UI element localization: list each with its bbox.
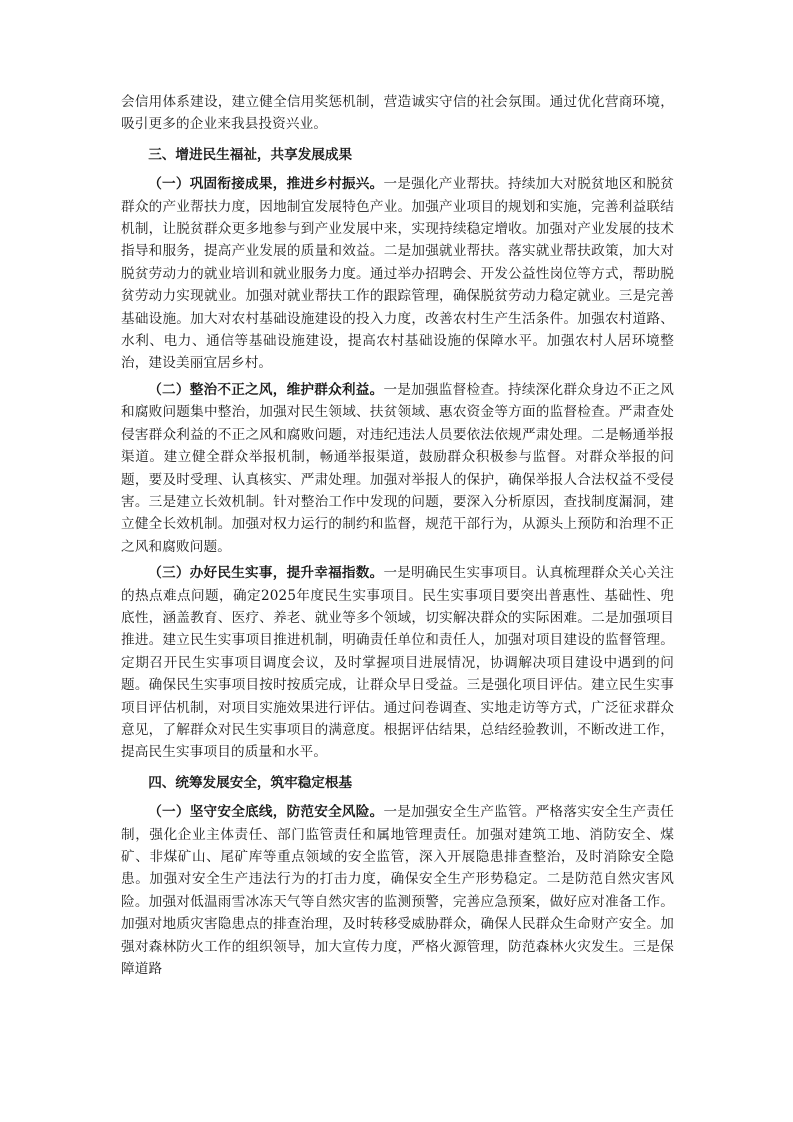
paragraph-lead: （一）坚守安全底线，防范安全风险。 [148, 804, 384, 821]
paragraph-body: 一是强化产业帮扶。持续加大对脱贫地区和脱贫群众的产业帮扶力度，因地制宜发展特色产业。加强产业项目的规划和实施，完善利益联结机制，让脱贫群众更多地参与到产业发展中来，实现持续稳定增收。加强对产业发展的技术指导和服务，提高产业发展的质量和效益。二是加强就业帮扶。落实就业帮扶政策，加大对脱贫劳动力的就业培训和就业服务力度。通过举办招聘会、开发公益性岗位等方式，帮助脱贫劳动力实现就业。加强对就业帮扶工作的跟踪管理，确保脱贫劳动力稳定就业。三是完善基础设施。加大对农村基础设施建设的投入力度，改善农村生产生活条件。加强农村道路、水利、电力、通信等基础设施建设，提高农村基础设施的保障水平。加强农村人居环境整治，建设美丽宜居乡村。 [121, 176, 674, 372]
section-3-paragraph-1 [121, 173, 674, 375]
section-4-heading: 四、统筹发展安全，筑牢稳定根基 [148, 774, 353, 791]
section-3-paragraph-2 [121, 379, 674, 558]
document-page [121, 91, 674, 980]
paragraph-lead: （一）巩固衔接成果，推进乡村振兴。 [148, 176, 384, 193]
paragraph-body: 一是明确民生实事项目。认真梳理群众关心关注的热点难点问题，确定2025年度民生实事项目。民生实事项目要突出普惠性、基础性、兜底性，涵盖教育、医疗、养老、就业等多个领域，切实解决群众的实际困难。二是加强项目推进。建立民生实事项目推进机制，明确责任单位和责任人，加强对项目建设的监督管理。定期召开民生实事项目调度会议，及时掌握项目进展情况，协调解决项目建设中遇到的问题。确保民生实事项目按时按质完成，让群众早日受益。三是强化项目评估。建立民生实事项目评估机制，对项目实施效果进行评估。通过问卷调查、实地走访等方式，广泛征求群众意见，了解群众对民生实事项目的满意度。根据评估结果，总结经验教训，不断改进工作，提高民生实事项目的质量和水平。 [121, 565, 674, 761]
section-3-paragraph-3 [121, 562, 674, 764]
paragraph-body: 一是加强监督检查。持续深化群众身边不正之风和腐败问题集中整治，加强对民生领域、扶贫领域、惠农资金等方面的监督检查。严肃查处侵害群众利益的不正之风和腐败问题，对违纪违法人员要依法依规严肃处理。二是畅通举报渠道。建立健全群众举报机制，畅通举报渠道，鼓励群众积极参与监督。对群众举报的问题，要及时受理、认真核实、严肃处理。加强对举报人的保护，确保举报人合法权益不受侵害。三是建立长效机制。针对整治工作中发现的问题，要深入分析原因，查找制度漏洞，建立健全长效机制。加强对权力运行的制约和监督，规范干部行为，从源头上预防和治理不正之风和腐败问题。 [121, 381, 674, 555]
paragraph-body: 一是加强安全生产监管。严格落实安全生产责任制，强化企业主体责任、部门监管责任和属地管理责任。加强对建筑工地、消防安全、煤矿、非煤矿山、尾矿库等重点领域的安全监管，深入开展隐患排查整治，及时消除安全隐患。加强对安全生产违法行为的打击力度，确保安全生产形势稳定。二是防范自然灾害风险。加强对低温雨雪冰冻天气等自然灾害的监测预警，完善应急预案，做好应对准备工作。加强对地质灾害隐患点的排查治理，及时转移受威胁群众，确保人民群众生命财产安全。加强对森林防火工作的组织领导，加大宣传力度，严格火源管理，防范森林火灾发生。三是保障道路 [121, 804, 674, 978]
section-3-heading: 三、增进民生福祉，共享发展成果 [148, 146, 353, 163]
intro-continuation-paragraph: 会信用体系建设，建立健全信用奖惩机制，营造诚实守信的社会氛围。通过优化营商环境，吸引更多的企业来我县投资兴业。 [121, 94, 674, 133]
paragraph-lead: （三）办好民生实事，提升幸福指数。 [148, 565, 384, 582]
section-4-paragraph-1 [121, 801, 674, 980]
paragraph-lead: （二）整治不正之风，维护群众利益。 [148, 381, 384, 398]
